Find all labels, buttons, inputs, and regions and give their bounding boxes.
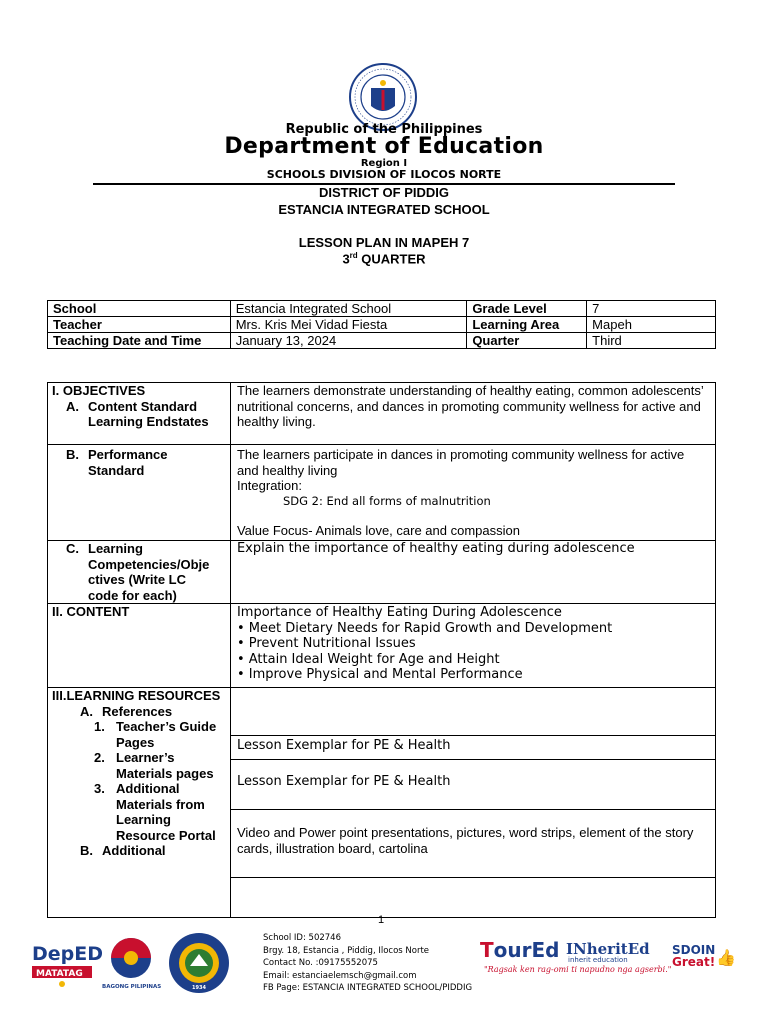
school-label: School: [48, 301, 231, 317]
deped-matatag-logo-icon: [30, 936, 104, 990]
thumbs-up-icon: 👍: [716, 950, 736, 967]
inherited-logo: INheritEd: [566, 940, 650, 958]
resources-heading: III.LEARNING RESOURCES: [52, 688, 221, 703]
bagong-pilipinas-logo-icon: [100, 934, 162, 992]
performance-standard-cell: The learners participate in dances in promoting community wellness for active and healthy living Integration: SDG 2: End all forms of malnutrition Value Focus- Animals love, care and compassion: [230, 445, 715, 541]
additional-label: Additional: [102, 843, 166, 858]
content-title: Importance of Healthy Eating During Adolescence: [236, 605, 562, 620]
table-row: [48, 333, 716, 349]
objectives-cell: I. OBJECTIVES A. Content Standard Learning Endstates: [48, 383, 231, 445]
teachers-guide-value: Lesson Exemplar for PE & Health: [230, 736, 715, 760]
contact-number: Contact No. :09175552075: [263, 958, 378, 968]
republic-title: Republic of the Philippines: [285, 122, 483, 137]
list-item: • Attain Ideal Weight for Age and Height: [236, 651, 500, 667]
sdg-line: SDG 2: End all forms of malnutrition: [282, 493, 491, 508]
svg-text:BAGONG PILIPINAS: BAGONG PILIPINAS: [102, 984, 162, 990]
info-table: [47, 300, 716, 349]
content-cell: [230, 604, 715, 688]
school-address: Brgy. 18, Estancia , Piddig, Ilocos Norte: [263, 945, 430, 956]
date-label: Teaching Date and Time: [48, 333, 231, 349]
school-id: School ID: 502746: [263, 933, 341, 943]
table-row: [48, 301, 716, 317]
page-number: 1: [378, 914, 385, 926]
value-focus: Value Focus- Animals love, care and compassion: [236, 523, 520, 538]
grade-label: Grade Level: [467, 301, 587, 317]
division-label: SCHOOLS DIVISION OF ILOCOS NORTE: [266, 168, 502, 181]
objectives-heading: I. OBJECTIVES: [52, 383, 146, 398]
teachers-guide-label: Teacher’s Guide Pages: [116, 719, 217, 750]
svg-text:1934: 1934: [192, 985, 206, 991]
competencies-label: Learning Competencies/Obje ctives (Write LC code for each): [88, 541, 210, 603]
table-row: B. Performance Standard The learners participate in dances in promoting community wellness for active and healthy living Integration: SDG 2: End all forms of malnutrition Value Focus- Animals love, care and compassion: [48, 445, 716, 541]
list-item: • Prevent Nutritional Issues: [236, 636, 416, 651]
date-value: January 13, 2024: [230, 333, 467, 349]
table-row: C. Learning Competencies/Obje ctives (Write LC code for each) Explain the importance of healthy eating during adolescence: [48, 541, 716, 604]
quarter-title: 3rd QUARTER: [342, 251, 426, 267]
table-row: [48, 317, 716, 333]
footer-tagline: "Ragsak ken rag-omi ti napudno nga agserbi.": [484, 965, 672, 974]
lesson-plan-table: [47, 382, 716, 918]
additional-materials-label: Additional Materials from Learning Resource Portal: [116, 781, 216, 843]
resources-cell: III.LEARNING RESOURCES A. References 1. Teacher’s Guide Pages 2. Learner’s Materials pages 3. Additional Materials from Learning Resource Portal B. Additional: [48, 688, 231, 918]
content-standard-label: Content Standard Learning Endstates: [88, 398, 209, 429]
competencies-text: Explain the importance of healthy eating during adolescence: [230, 541, 715, 604]
quarter-label: Quarter: [467, 333, 587, 349]
performance-standard-label: Performance Standard: [88, 447, 168, 478]
inherited-subtitle: inherit education: [568, 956, 628, 964]
area-label: Learning Area: [467, 317, 587, 333]
grade-value: 7: [587, 301, 716, 317]
sdoin-great-logo: SDOIN Great!: [672, 943, 716, 969]
learners-materials-label: Learner’s Materials pages: [116, 750, 214, 781]
content-heading: II. CONTENT: [48, 604, 231, 688]
references-value: [230, 688, 715, 736]
svg-text:MATATAG: MATATAG: [36, 969, 83, 979]
toured-logo: TourEd: [480, 938, 560, 962]
list-item: • Meet Dietary Needs for Rapid Growth and Development: [236, 620, 613, 636]
school-seal-icon: [168, 932, 230, 994]
district-label: DISTRICT OF PIDDIG: [319, 185, 449, 200]
table-row: [48, 383, 716, 445]
additional-materials-value: Video and Power point presentations, pictures, word strips, element of the story cards, illustration board, cartolina: [230, 810, 715, 878]
table-row: [48, 604, 716, 688]
email: Email: estanciaelemsch@gmail.com: [263, 970, 417, 981]
content-standard-text: The learners demonstrate understanding of healthy eating, common adolescents’ nutritional concerns, and dances in promoting community wellness for active and healthy living.: [230, 383, 715, 445]
lesson-plan-title: LESSON PLAN IN MAPEH 7: [298, 235, 470, 250]
svg-text:DepED: DepED: [32, 943, 104, 965]
area-value: Mapeh: [587, 317, 716, 333]
teacher-label: Teacher: [48, 317, 231, 333]
teacher-value: Mrs. Kris Mei Vidad Fiesta: [230, 317, 467, 333]
references-label: References: [102, 703, 173, 719]
school-value: Estancia Integrated School: [230, 301, 467, 317]
department-title: Department of Education: [224, 134, 544, 159]
additional-value: [230, 878, 715, 918]
quarter-value: Third: [587, 333, 716, 349]
learners-materials-value: Lesson Exemplar for PE & Health: [230, 760, 715, 810]
school-contact-info: [263, 932, 472, 995]
list-item: • Improve Physical and Mental Performance: [236, 667, 523, 682]
school-name: ESTANCIA INTEGRATED SCHOOL: [278, 202, 490, 217]
fb-page: FB Page: ESTANCIA INTEGRATED SCHOOL/PIDDIG: [263, 983, 473, 993]
region-label: Region I: [360, 158, 408, 169]
